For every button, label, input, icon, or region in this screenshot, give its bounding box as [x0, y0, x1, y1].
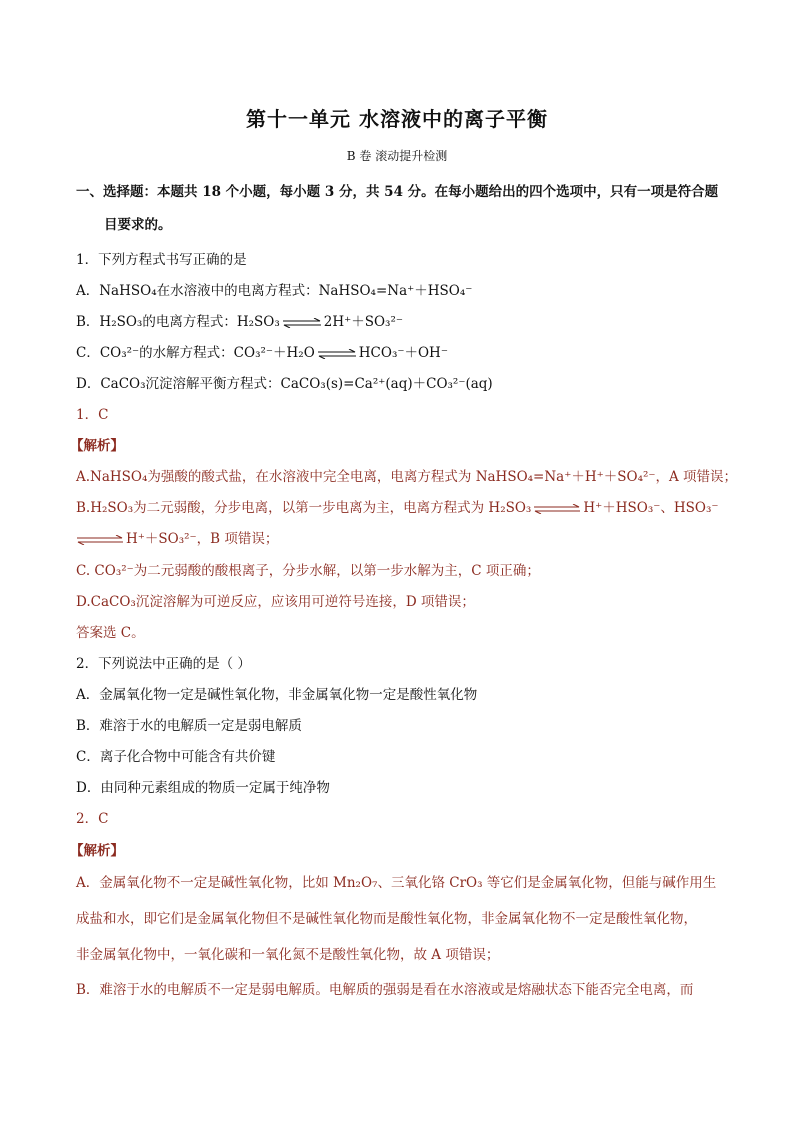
q2-option-d: D．由同种元素组成的物质一定属于纯净物 — [76, 780, 330, 796]
q1-analysis-c: C. CO₃²⁻为二元弱酸的酸根离子，分步水解，以第一步水解为主，C 项正确； — [76, 563, 540, 579]
q2-analysis-a-cont2: 非金属氧化物中，一氧化碳和一氧化氮不是酸性氧化物，故 A 项错误； — [76, 947, 500, 963]
q2-option-c: C．离子化合物中可能含有共价键 — [76, 749, 276, 765]
q1-analysis-b-right: H⁺＋HSO₃⁻、HSO₃⁻ — [583, 500, 719, 516]
q2-analysis-label: 【解析】 — [70, 843, 124, 859]
q2-analysis-a: A．金属氧化物不一定是碱性氧化物，比如 Mn₂O₇、三氧化铬 CrO₃ 等它们是金属氧化物，但能与碱作用生 — [76, 875, 717, 891]
q1-analysis-b-cont-text: H⁺＋SO₃²⁻，B 项错误； — [126, 531, 279, 547]
q1-analysis-label: 【解析】 — [70, 438, 124, 454]
q1-analysis-conclusion: 答案选 C。 — [76, 625, 145, 641]
q2-option-a: A．金属氧化物一定是碱性氧化物，非金属氧化物一定是酸性氧化物 — [76, 687, 478, 703]
q2-analysis-b: B．难溶于水的电解质不一定是弱电解质。电解质的强弱是看在水溶液或是熔融状态下能否完全电离，而 — [76, 982, 694, 998]
q1-analysis-a: A.NaHSO₄为强酸的酸式盐，在水溶液中完全电离，电离方程式为 NaHSO₄=Na⁺＋H⁺＋SO₄²⁻，A 项错误； — [76, 469, 738, 485]
q1-analysis-b — [76, 499, 718, 517]
page-subtitle: B 卷 滚动提升检测 — [346, 149, 448, 163]
q2-option-b: B．难溶于水的电解质一定是弱电解质 — [76, 718, 302, 734]
q1-option-c-left: C．CO₃²⁻的水解方程式：CO₃²⁻＋H₂O — [76, 345, 315, 361]
q1-option-c-right: HCO₃⁻＋OH⁻ — [358, 345, 448, 361]
page-title: 第十一单元 水溶液中的离子平衡 — [246, 107, 548, 131]
section-instructions: 一、选择题：本题共 18 个小题，每小题 3 分，共 54 分。在每小题给出的四个选项中，只有一项是符合题 — [76, 184, 719, 200]
q2-stem: 2．下列说法中正确的是（ ） — [76, 656, 251, 672]
q1-option-c — [76, 344, 448, 362]
q1-option-b-right: 2H⁺＋SO₃²⁻ — [323, 314, 404, 330]
q2-answer: 2．C — [76, 811, 109, 827]
q2-analysis-a-cont: 成盐和水，即它们是金属氧化物但不是碱性氧化物而是酸性氧化物，非金属氧化物不一定是酸性氧化物， — [76, 911, 697, 927]
q1-analysis-d: D.CaCO₃沉淀溶解为可逆反应，应该用可逆符号连接，D 项错误； — [76, 594, 475, 610]
q1-option-a: A．NaHSO₄在水溶液中的电离方程式：NaHSO₄=Na⁺＋HSO₄⁻ — [76, 283, 473, 299]
equilibrium-arrow-icon — [533, 504, 581, 514]
q1-option-b — [76, 313, 403, 331]
section-instructions-cont: 目要求的。 — [104, 217, 172, 233]
q1-analysis-b-left: B.H₂SO₃为二元弱酸，分步电离，以第一步电离为主，电离方程式为 H₂SO₃ — [76, 500, 532, 516]
q1-analysis-b-cont — [76, 530, 278, 548]
q1-answer: 1．C — [76, 407, 109, 423]
equilibrium-arrow-icon — [76, 535, 124, 545]
equilibrium-arrow-icon — [282, 318, 322, 328]
q1-option-d: D．CaCO₃沉淀溶解平衡方程式：CaCO₃(s)=Ca²⁺(aq)＋CO₃²⁻(aq) — [76, 376, 493, 392]
q1-option-b-left: B．H₂SO₃的电离方程式：H₂SO₃ — [76, 314, 280, 330]
q1-stem: 1．下列方程式书写正确的是 — [76, 252, 247, 268]
equilibrium-arrow-icon — [317, 349, 357, 359]
